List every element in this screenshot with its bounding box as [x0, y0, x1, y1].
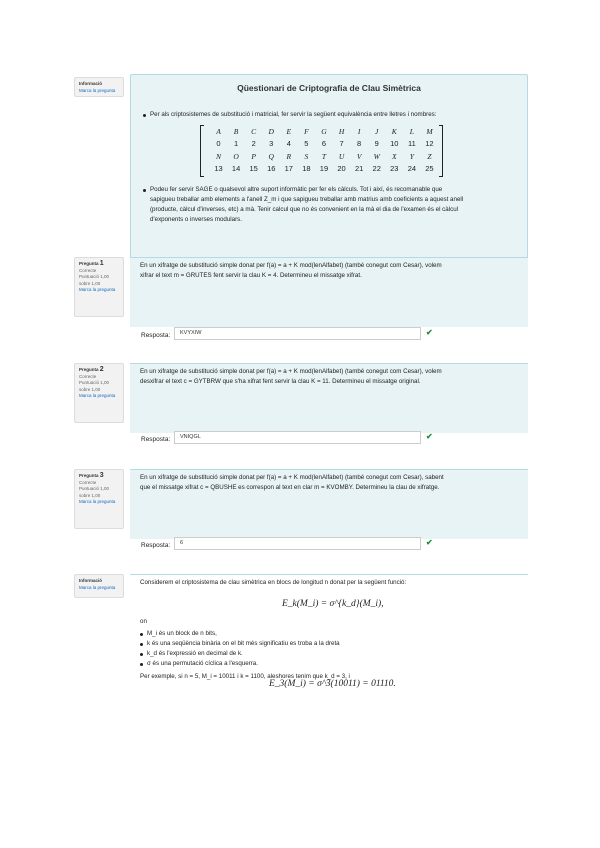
q1-text-line-1: En un xifratge de substitució simple donat per f(a) = a + K mod(lenAlfabet) (també conegut com Cesar), volem [140, 262, 442, 269]
info2-example: Per exemple, si n = 5, M_i = 10011 i k = 1100, aleshores tenim que k_d = 3, i [140, 673, 350, 680]
matrix-cell: 18 [302, 164, 311, 173]
bullet [140, 653, 143, 656]
matrix-cell: 22 [372, 164, 381, 173]
matrix-cell: 14 [231, 164, 241, 173]
matrix-cell: I [357, 127, 361, 136]
matrix-cell: Z [427, 152, 432, 161]
bullet [140, 643, 143, 646]
matrix-cell: 1 [233, 139, 239, 148]
flag-question-link[interactable]: Marca la pregunta [79, 287, 116, 292]
info2-bullet-4: σ és una permutació cíclica a l'esquerra. [147, 660, 258, 667]
info2-bullet-3: k_d és l'expressió en decimal de k. [147, 650, 243, 657]
matrix-cell: 23 [390, 164, 399, 173]
info2-formula-2: E_3(M_i) = σ^3(10011) = 01110. [269, 679, 396, 689]
info2-on: on [140, 618, 147, 625]
matrix-cell: 6 [321, 139, 327, 148]
question-label: Pregunta 1 [79, 260, 104, 267]
info2-content [130, 574, 528, 694]
intro-bullet-1: Per als criptosistemes de substitució i matricial, fer servir la següent equivalència entre lletres i nombres: [150, 111, 437, 118]
q3-answer-label: Resposta: [141, 542, 171, 549]
matrix-cell: Q [268, 152, 274, 161]
matrix-row-1 [210, 127, 438, 136]
q1-text-line-2: xifrar el text m = GRUTES fent servir la clau K = 4. Determineu el missatge xifrat. [140, 272, 362, 279]
matrix-cell: 20 [337, 164, 346, 173]
matrix-cell: V [356, 152, 362, 161]
q3-text-line-1: En un xifratge de substitució simple donat per f(a) = a + K mod(lenAlfabet) (també conegut com Cesar), sabent [140, 474, 444, 481]
matrix-cell: F [304, 127, 309, 136]
matrix-cell: E [286, 127, 292, 136]
matrix-cell: 4 [286, 139, 291, 148]
matrix-cell: 24 [407, 164, 417, 173]
matrix-cell: 10 [390, 139, 399, 148]
question-mark: Puntuació 1,00 sobre 1,00 [79, 274, 110, 286]
matrix-cell: 2 [251, 139, 256, 148]
matrix-cell: 19 [319, 164, 329, 173]
matrix-cell: R [286, 152, 292, 161]
flag-question-link[interactable]: Marca la pregunta [79, 584, 116, 590]
matrix-row-2 [210, 139, 438, 148]
matrix-cell: O [233, 152, 239, 161]
correct-check-icon: ✔ [426, 328, 433, 337]
matrix-left-bracket [200, 125, 204, 177]
matrix-cell: 3 [269, 139, 274, 148]
correct-check-icon: ✔ [426, 538, 433, 547]
matrix-cell: K [391, 127, 397, 136]
info-panel-q3 [74, 469, 124, 529]
matrix-cell: S [304, 152, 309, 161]
q2-answer-input[interactable]: VNIQGL [174, 431, 421, 444]
matrix-cell: 11 [407, 139, 416, 148]
question-label: Pregunta 3 [79, 472, 104, 479]
info-label: Informació [79, 81, 103, 86]
question-label: Pregunta 2 [79, 366, 104, 373]
intro-bullet-2-line-2: sapigueu treballar amb elements a l'anell Z_m i que sapigueu treballar amb matrius amb coeficients a aquest anell [150, 196, 464, 203]
letter-number-matrix [200, 125, 443, 177]
matrix-row-4 [210, 164, 438, 173]
matrix-cell: W [373, 152, 380, 161]
matrix-cell: J [375, 127, 379, 136]
info-panel-intro [74, 77, 124, 97]
matrix-cell: 16 [267, 164, 276, 173]
flag-question-link[interactable]: Marca la pregunta [79, 393, 116, 398]
info2-bullet-2: k és una seqüència binària on el bit més significatiu es troba a la dreta [147, 640, 340, 647]
question-state: Correcte [79, 479, 97, 485]
question-state: Correcte [79, 267, 97, 273]
matrix-cell: 8 [357, 139, 362, 148]
quiz-title: Qüestionari de Criptografia de Clau Simètrica [237, 83, 421, 93]
matrix-cell: C [251, 127, 257, 136]
matrix-cell: B [233, 127, 239, 136]
matrix-cell: N [215, 152, 221, 161]
q2-text-line-1: En un xifratge de substitució simple donat per f(a) = a + K mod(lenAlfabet) (també conegut com Cesar), volem [140, 368, 442, 375]
info2-bullet-1: M_i és un block de n bits, [147, 630, 217, 637]
q3-text-line-2: que el missatge xifrat c = QBUSHE es correspon al text en clar m = KVOMBY. Determineu la clau de xifratge. [140, 484, 440, 491]
intro-bullet-2-line-4: d'exponents o inverses modulars. [150, 216, 242, 223]
matrix-cell: D [268, 127, 274, 136]
info-panel-2 [74, 574, 124, 598]
matrix-cell: 5 [304, 139, 309, 148]
intro-bullet-2-line-3: (producte, càlcul d'inverses, etc) a mà. Tenir calcul que no és convenient en la mà el dia de l'examen és el càlcul [150, 206, 459, 213]
matrix-cell: A [216, 127, 221, 136]
matrix-right-bracket [439, 125, 443, 177]
info-panel-q2 [74, 363, 124, 423]
q1-answer-label: Resposta: [141, 332, 171, 339]
question-state: Correcte [79, 373, 97, 379]
matrix-cell: 13 [214, 164, 223, 173]
matrix-cell: X [391, 152, 397, 161]
bullet [143, 189, 146, 192]
question-mark: Puntuació 1,00 sobre 1,00 [79, 486, 110, 498]
q2-answer-label: Resposta: [141, 436, 171, 443]
matrix-cell: 9 [374, 139, 379, 148]
flag-question-link[interactable]: Marca la pregunta [79, 499, 116, 504]
matrix-cell: 17 [284, 164, 293, 173]
question-mark: Puntuació 1,00 sobre 1,00 [79, 380, 110, 392]
matrix-cell: 12 [425, 139, 434, 148]
matrix-row-3 [210, 152, 438, 161]
matrix-cell: L [409, 127, 414, 136]
matrix-cell: M [426, 127, 433, 136]
q1-text-box [130, 257, 528, 327]
matrix-cell: U [338, 152, 345, 161]
matrix-cell: 7 [339, 139, 344, 148]
matrix-cell: 21 [354, 164, 364, 173]
q3-answer-input[interactable]: 6 [174, 537, 421, 550]
flag-question-link[interactable]: Marca la pregunta [79, 87, 116, 93]
matrix-cell: Y [409, 152, 414, 161]
matrix-cell: H [338, 127, 345, 136]
matrix-cell: P [251, 152, 256, 161]
matrix-cell: 15 [249, 164, 258, 173]
bullet [143, 114, 146, 117]
q2-text-box [130, 363, 528, 433]
q2-text-line-2: desxifrar el text c = GYTBRW que s'ha xifrat fent servir la clau K = 11. Determineu el missatge original. [140, 378, 421, 385]
info2-text: Considerem el criptosistema de clau simètrica en blocs de longitud n donat per la següent funció: [140, 579, 407, 586]
matrix-cell: G [321, 127, 327, 136]
correct-check-icon: ✔ [426, 432, 433, 441]
bullet [140, 633, 143, 636]
matrix-cell: 25 [425, 164, 434, 173]
q3-text-box [130, 469, 528, 539]
matrix-cell: T [321, 152, 327, 161]
bullet [140, 663, 143, 666]
matrix-cell: 0 [216, 139, 221, 148]
info2-formula: E_k(M_i) = σ^{k_d}(M_i), [282, 599, 384, 609]
info-label: Informació [79, 578, 103, 583]
info-panel-q1 [74, 257, 124, 317]
q1-answer-input[interactable]: KVYXIW [174, 327, 421, 340]
intro-bullet-2-line-1: Podeu fer servir SAGE o qualsevol altre suport informàtic per fer els càlculs. Tot i així, és recomanable que [150, 186, 443, 193]
